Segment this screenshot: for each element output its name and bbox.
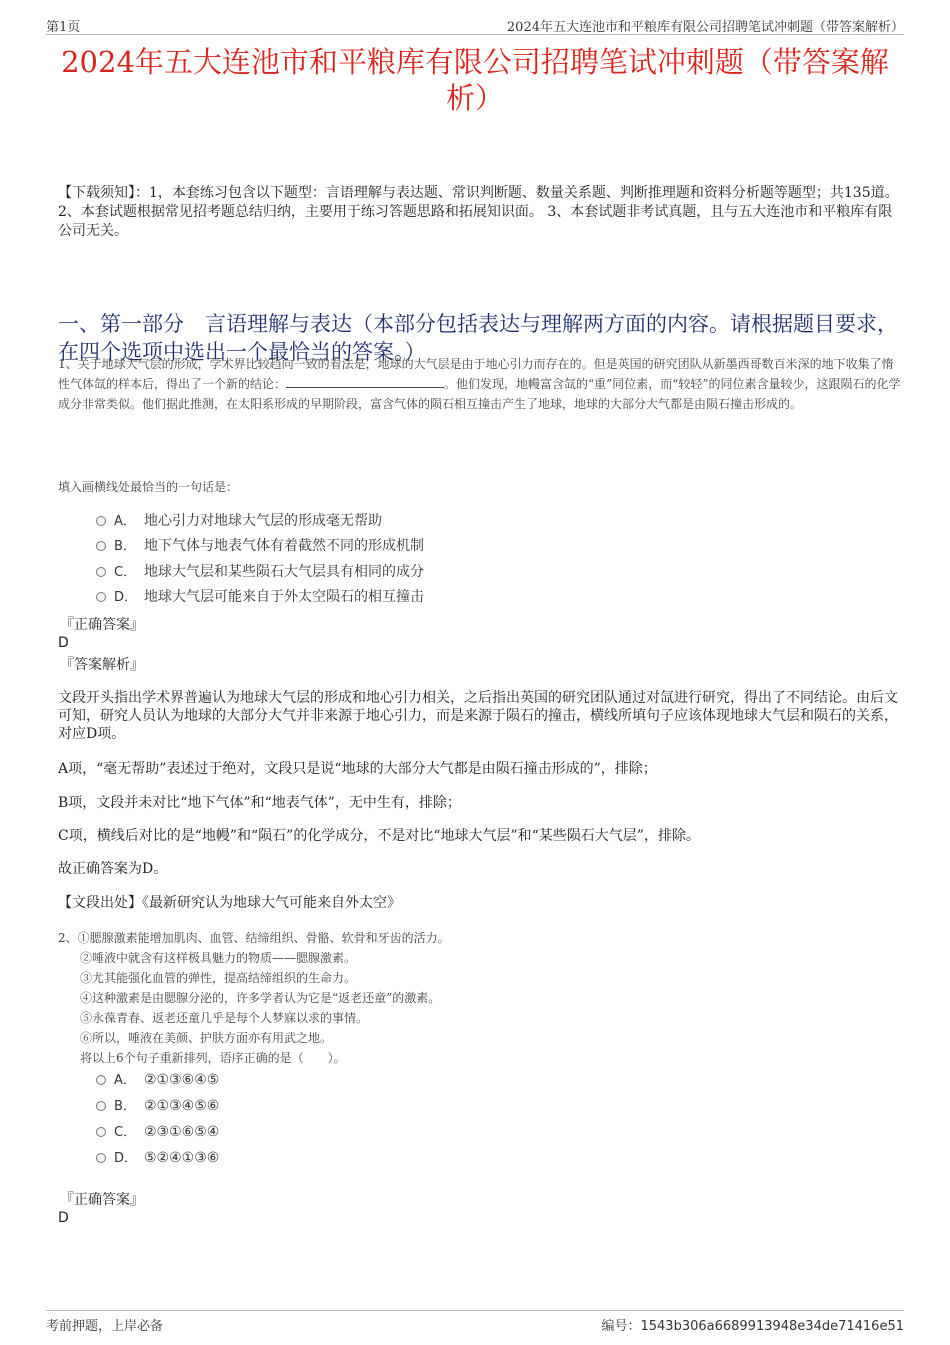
q1-option-b[interactable]	[96, 536, 424, 556]
q1-option-a[interactable]	[96, 511, 382, 531]
radio-icon[interactable]	[96, 1127, 106, 1137]
option-text: ②①③⑥④⑤	[144, 1072, 220, 1088]
q2-option-b[interactable]	[96, 1096, 219, 1116]
radio-icon[interactable]	[96, 1153, 106, 1163]
q2-line: ③尤其能强化血管的弹性，提高结缔组织的生命力。	[80, 971, 357, 985]
page-header	[46, 14, 904, 35]
q2-correct-answer: D	[58, 1210, 69, 1226]
download-notice: 【下载须知】：1，本套练习包含以下题型：言语理解与表达题、常识判断题、数量关系题、判断推理题和资料分析题等题型；共135道。 2、本套试题根据常见招考题总结归纳，主要用于练习答题思路和拓展知识面。 3、本套试题非考试真题，且与五大连池市和平粮库有限公司无关。	[58, 185, 899, 239]
q1-option-d[interactable]	[96, 587, 424, 607]
option-letter: D．	[114, 1151, 138, 1166]
page-title: 2024年五大连池市和平粮库有限公司招聘笔试冲刺题（带答案解析）	[61, 45, 889, 115]
option-text: 地球大气层可能来自于外太空陨石的相互撞击	[144, 589, 424, 605]
section-heading: 一、第一部分 言语理解与表达（本部分包括表达与理解两方面的内容。请根据题目要求，在四个选项中选出一个最恰当的答案。）	[58, 312, 898, 364]
q2-line: ⑤永葆青春、返老还童几乎是每个人梦寐以求的事情。	[80, 1011, 369, 1025]
option-text: 地球大气层和某些陨石大气层具有相同的成分	[144, 564, 424, 580]
question-1-stem-b: 。他们发现，地幔富含氙的“重”同位素，而“较轻”的同位素含量较少，这跟陨石的化学成分非常类似。他们据此推测，在太阳系形成的早期阶段，富含气体的陨石相互撞击产生了地球，地球的大部分大气都是由陨石撞击形成的。	[58, 377, 901, 411]
option-letter: B．	[114, 539, 136, 554]
q1-analysis-conclusion: 故正确答案为D。	[58, 861, 168, 877]
footer-slogan: 考前押题，上岸必备	[46, 1319, 164, 1334]
option-text: 地下气体与地表气体有着截然不同的形成机制	[144, 538, 424, 554]
option-letter: C．	[114, 565, 137, 580]
q2-line: ④这种激素是由腮腺分泌的，许多学者认为它是“返老还童”的激素。	[80, 991, 441, 1005]
question-2-stem	[58, 928, 904, 1068]
q1-correct-label: 『正确答案』	[60, 617, 144, 633]
q1-correct-answer: D	[58, 635, 69, 651]
q2-prompt: 将以上6个句子重新排列，语序正确的是（ ）。	[80, 1051, 346, 1065]
option-letter: A．	[114, 514, 136, 529]
radio-icon[interactable]	[96, 592, 106, 602]
question-1-stem-a: 1、关于地球大气层的形成，学术界比较趋向一致的看法是，地球的大气层是由于地心引力而存在的。但是英国的研究团队从新墨西哥数百米深的地下收集了惰性气体氙的样本后，得出了一个新的结论：	[58, 357, 894, 391]
q2-line: ⑥所以，唾液在美颜、护肤方面亦有用武之地。	[80, 1031, 333, 1045]
q1-source: 【文段出处】《最新研究认为地球大气可能来自外太空》	[58, 895, 401, 911]
q1-analysis-label: 『答案解析』	[60, 657, 144, 673]
option-text: ②③①⑥⑤④	[144, 1124, 220, 1140]
q1-analysis-a: A项，“毫无帮助”表述过于绝对，文段只是说“地球的大部分大气都是由陨石撞击形成的”，排除；	[58, 761, 657, 777]
option-text: 地心引力对地球大气层的形成毫无帮助	[144, 513, 382, 529]
option-text: ⑤②④①③⑥	[144, 1150, 220, 1166]
radio-icon[interactable]	[96, 516, 106, 526]
answer-blank	[286, 375, 444, 388]
q2-line: 2、①腮腺激素能增加肌肉、血管、结缔组织、骨骼、软骨和牙齿的活力。	[58, 931, 450, 945]
radio-icon[interactable]	[96, 1101, 106, 1111]
footer-code-value: 1543b306a6689913948e34de71416e51	[640, 1319, 904, 1334]
option-letter: B．	[114, 1099, 136, 1114]
q2-correct-label: 『正确答案』	[60, 1192, 144, 1208]
header-doc-title: 2024年五大连池市和平粮库有限公司招聘笔试冲刺题（带答案解析）	[506, 20, 904, 35]
page-number: 第1页	[46, 20, 81, 35]
q1-analysis-c: C项，横线后对比的是“地幔”和“陨石”的化学成分，不是对比“地球大气层”和“某些陨石大气层”，排除。	[58, 828, 700, 844]
question-1-prompt: 填入画横线处最恰当的一句话是：	[58, 480, 239, 494]
question-1-stem	[58, 354, 904, 414]
option-letter: C．	[114, 1125, 137, 1140]
option-letter: A．	[114, 1073, 136, 1088]
q2-option-c[interactable]	[96, 1122, 219, 1142]
option-letter: D．	[114, 590, 138, 605]
q2-option-d[interactable]	[96, 1148, 219, 1168]
q2-line: ②唾液中就含有这样极具魅力的物质——腮腺激素。	[80, 951, 357, 965]
radio-icon[interactable]	[96, 541, 106, 551]
option-text: ②①③④⑤⑥	[144, 1098, 220, 1114]
q1-option-c[interactable]	[96, 562, 424, 582]
q2-option-a[interactable]	[96, 1070, 219, 1090]
footer-code	[601, 1315, 904, 1334]
q1-analysis-b: B项，文段并未对比“地下气体”和“地表气体”，无中生有，排除；	[58, 795, 461, 811]
radio-icon[interactable]	[96, 567, 106, 577]
footer-code-label: 编号：	[601, 1319, 641, 1334]
radio-icon[interactable]	[96, 1075, 106, 1085]
page-footer	[46, 1310, 904, 1334]
q1-analysis-main: 文段开头指出学术界普遍认为地球大气层的形成和地心引力相关，之后指出英国的研究团队通过对氙进行研究，得出了不同结论。由后文可知，研究人员认为地球的大部分大气并非来源于地心引力，而是来源于陨石的撞击，横线所填句子应该体现地球大气层和陨石的关系，对应D项。	[58, 690, 898, 742]
